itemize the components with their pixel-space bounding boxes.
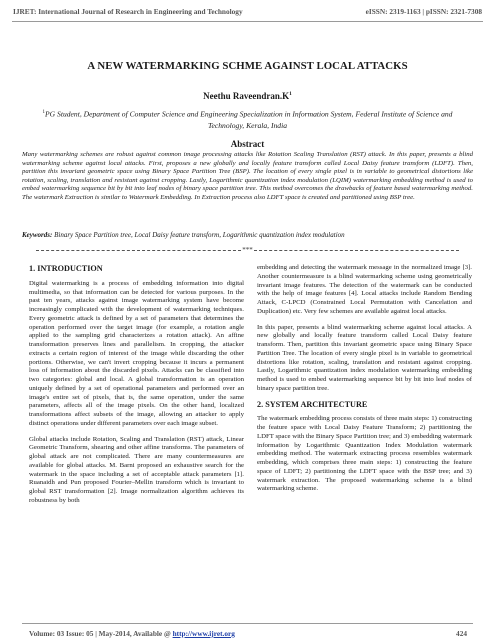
abstract-text: Many watermarking schemes are robust against common image processing attacks like Rotation Scaling Translation (RST) attack. In this paper, presents a blind watermarking scheme against local attacks. First, proposes a new globally and locally feature transform called Local Daisy feature transform (LDFT). Then, partition this invariant geometric space using Binary Space Partition Tree (BSP). The location of every single pixel is in variable to geometrical distortions like rotation, scaling, translation and resistant against cropping. Lastly, Logarithmic quantization index modulation (LQIM) watermarking embedding method is used to embed watermarking sequence bit by bit into leaf nodes of binary space partition tree. This method overcomes the drawbacks of feature based watermarking method. The watermark Extraction is similar to Watermark Embedding. In Extraction process also LDFT space is created and partitioned using BSP tree. <box>22 151 473 201</box>
intro-paragraph-2: Global attacks include Rotation, Scaling and Translation (RST) attack, Linear Geometric Transform, shearing and other affine transforms. The parameters of global attack are not complicated. There are many countermeasures are available for global attacks. M. Barni proposed an exhaustive search for the watermark in the space including a set of acceptable attack parameters [1]. Ruanaidh and Pun proposed Fourier–Mellin transform which is invariant to global RST transformation [2]. Image normalization algorithm achieves its robustness by both <box>29 435 244 504</box>
page-number: 424 <box>456 629 467 638</box>
section-separator <box>22 246 473 256</box>
footer-divider <box>22 623 473 624</box>
architecture-paragraph-1: The watermark embedding process consists of three main steps: 1) constructing the feature space with Local Daisy Feature Transform; 2) partitioning the LDFT space with the Binary Space Partition tree; and 3) embedding watermark information by Logarithmic Quantization Index Modulation watermark embedding method. The watermark extracting process resembles watermark embedding, which comprises three main steps: 1) constructing the feature space of LDFT; 2) partitioning the LDFT space with the BSP tree; and 3) watermark extraction. The proposed watermarking scheme is a blind watermarking scheme. <box>257 415 472 493</box>
intro-paragraph-3: embedding and detecting the watermark message in the normalized image [3]. Another countermeasure is a blind watermarking scheme using geometrically invariant image features. The detection of the watermark can be conducted with the help of image features [4]. Local attacks include Random Bending Attack, C-LPCD (Constrained Local Permutation with Cancelation and Duplication) etc. Very few schemes are available against local attacks. <box>257 264 472 315</box>
author-line <box>0 91 495 101</box>
separator-stars: *** <box>242 246 253 255</box>
affiliation-superscript: 1 <box>42 110 46 115</box>
author-name: Neethu Raveendran.K <box>203 91 290 101</box>
journal-footer <box>29 629 467 638</box>
keywords-label: Keywords: <box>22 231 53 239</box>
keywords-text: Binary Space Partition tree, Local Daisy feature transform, Logarithmic quantization index modulation <box>52 231 345 239</box>
keywords <box>22 231 473 240</box>
issn: eISSN: 2319-1163 | pISSN: 2321-7308 <box>365 7 482 16</box>
left-column <box>29 264 244 513</box>
separator-dash-left <box>36 250 241 251</box>
intro-paragraph-4: In this paper, presents a blind watermarking scheme against local attacks. A new globally and locally feature transform called Local Daisy feature transform. Then, partition this invariant geometric space using Binary Space Partition Tree. The location of every single pixel is in variable to geometrical distortions like rotation, scaling, translation and resistant against cropping. Lastly, Logarithmic quantization index modulation watermarking embedding method is used to embed watermarking sequence bit by bit into leaf nodes of binary space partition tree. <box>257 323 472 392</box>
affiliation-text: PG Student, Department of Computer Science and Engineering Specialization in Information System, Federal Institute of Science and Technology, Kerala, India <box>45 109 453 130</box>
introduction-heading: 1. INTRODUCTION <box>29 264 103 273</box>
footer-volume: Volume: 03 Issue: 05 | May-2014, Available @ <box>29 629 173 638</box>
author-affiliation <box>38 107 457 131</box>
system-architecture-heading: 2. SYSTEM ARCHITECTURE <box>257 399 368 409</box>
journal-header <box>13 7 482 21</box>
abstract-heading: Abstract <box>230 139 265 149</box>
journal-link[interactable]: http://www.ijret.org <box>172 629 235 638</box>
separator-dash-right <box>254 250 459 251</box>
paper-title: A NEW WATERMARKING SCHME AGAINST LOCAL ATTACKS <box>87 60 408 72</box>
journal-name: IJRET: International Journal of Research in Engineering and Technology <box>13 7 243 16</box>
intro-paragraph-1: Digital watermarking is a process of embedding information into digital multimedia, so that information can be detected for various purposes. In the past ten years, attacks against image watermarking system have become increasingly complicated with the development of watermarking techniques. Every geometric attack is defined by a set of parameters that determines the operation performed over the target image (for example, a rotation angle applied to the sampling grid characterizes a rotation attack). An affine transformation preserves lines and parallelism. In cropping, the attacker extracts a certain region of interest of the image while discarding the other portions. Otherwise, we can't invert cropping because it incurs a permanent loss of information about the discarded pixels. Attacks can be classified into two categories: global and local. A global transformation is an operation uniquely defined by a set of operational parameters and performed over an image's entire set of pixels, that is, the same operation, under the same parameters, affects all of the image pixels. On the other hand, localized transformations affect subsets of the image, allowing an attacker to apply distinct operations under different parameters over each image subset. <box>29 279 244 427</box>
right-column <box>257 264 472 501</box>
header-divider <box>12 21 483 22</box>
author-superscript: 1 <box>289 91 292 97</box>
